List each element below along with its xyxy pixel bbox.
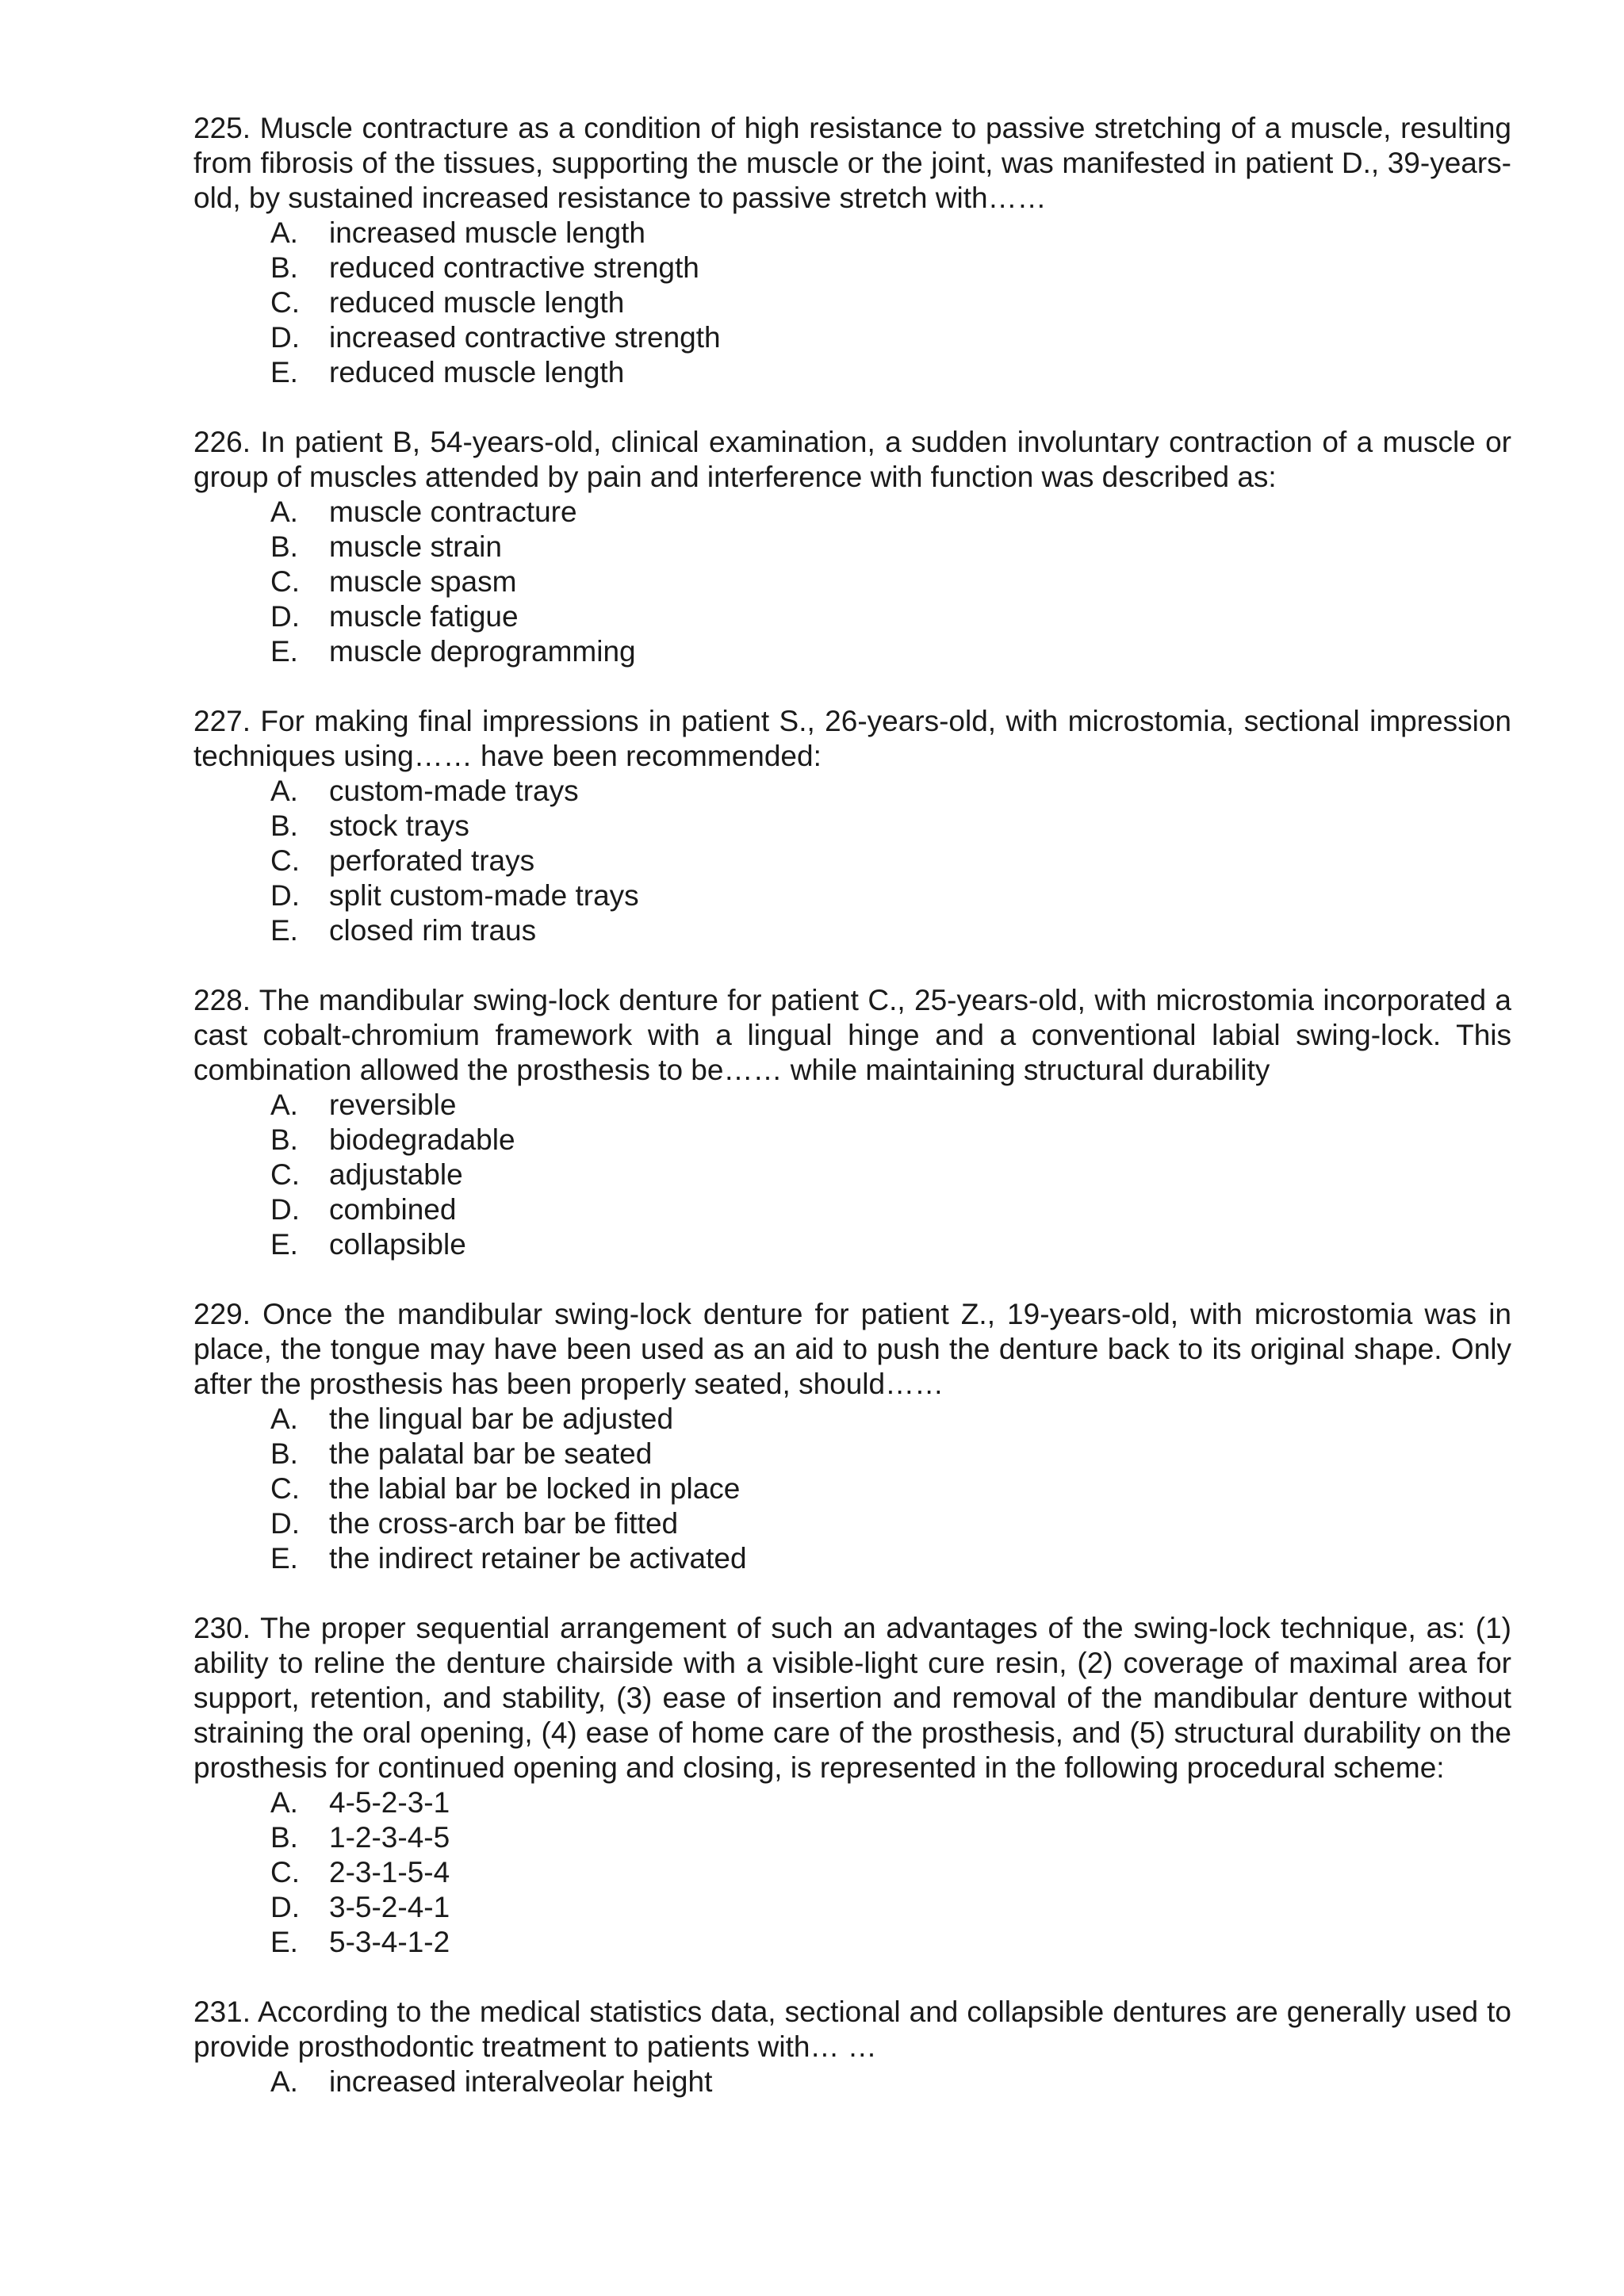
- option-text: reduced muscle length: [329, 356, 625, 388]
- answer-option-c: [270, 844, 1511, 878]
- option-letter: E.: [270, 1542, 298, 1575]
- question-228: [193, 983, 1511, 1262]
- answer-option-b: [270, 1820, 1511, 1855]
- option-letter: E.: [270, 635, 298, 668]
- option-text: 4-5-2-3-1: [329, 1786, 450, 1819]
- option-letter: D.: [270, 321, 300, 354]
- option-text: 2-3-1-5-4: [329, 1856, 450, 1888]
- option-letter: C.: [270, 1472, 300, 1505]
- answer-option-a: [270, 495, 1511, 530]
- option-letter: B.: [270, 1437, 298, 1470]
- option-text: the labial bar be locked in place: [329, 1472, 741, 1505]
- option-text: reduced contractive strength: [329, 251, 699, 284]
- option-text: adjustable: [329, 1158, 463, 1191]
- answer-options: [193, 216, 1511, 390]
- option-text: muscle contracture: [329, 496, 577, 528]
- answer-option-e: [270, 355, 1511, 390]
- option-letter: E.: [270, 914, 298, 947]
- option-letter: A.: [270, 216, 298, 249]
- option-letter: A.: [270, 496, 298, 528]
- option-letter: E.: [270, 356, 298, 388]
- option-letter: B.: [270, 809, 298, 842]
- option-letter: B.: [270, 530, 298, 563]
- option-text: the lingual bar be adjusted: [329, 1402, 674, 1435]
- option-text: the cross-arch bar be fitted: [329, 1507, 679, 1540]
- answer-option-a: [270, 1088, 1511, 1123]
- answer-option-c: [270, 564, 1511, 599]
- option-text: combined: [329, 1193, 457, 1226]
- question-225: [193, 111, 1511, 390]
- answer-option-b: [270, 1437, 1511, 1471]
- option-letter: A.: [270, 1089, 298, 1121]
- option-letter: B.: [270, 251, 298, 284]
- answer-options: [193, 495, 1511, 669]
- answer-option-a: [270, 774, 1511, 809]
- question-230: [193, 1611, 1511, 1960]
- answer-option-a: [270, 2064, 1511, 2099]
- answer-options: [193, 1785, 1511, 1960]
- question-stem: 227. For making final impressions in patient S., 26-years-old, with microstomia, sectional impression techniques using…… have been recommended:: [193, 705, 1511, 772]
- option-text: the indirect retainer be activated: [329, 1542, 747, 1575]
- option-letter: B.: [270, 1821, 298, 1854]
- question-stem: 226. In patient B, 54-years-old, clinical examination, a sudden involuntary contraction of a muscle or group of muscles attended by pain and interference with function was described as:: [193, 426, 1511, 493]
- answer-option-c: [270, 1158, 1511, 1192]
- option-letter: B.: [270, 1123, 298, 1156]
- option-text: 3-5-2-4-1: [329, 1891, 450, 1923]
- option-text: muscle strain: [329, 530, 502, 563]
- answer-options: [193, 1088, 1511, 1262]
- option-text: stock trays: [329, 809, 469, 842]
- option-letter: D.: [270, 1507, 300, 1540]
- answer-options: [193, 774, 1511, 948]
- answer-option-c: [270, 285, 1511, 320]
- answer-option-e: [270, 634, 1511, 669]
- question-stem: 230. The proper sequential arrangement of such an advantages of the swing-lock technique, as: (1) ability to reline the denture chairside with a visible-light cure resin, (2) coverage of maximal area for support, retention, and stability, (3) ease of insertion and removal of the mandibular denture without straining the oral opening, (4) ease of home care of the prosthesis, and (5) structural durability on the prosthesis for continued opening and closing, is represented in the following procedural scheme:: [193, 1612, 1511, 1784]
- answer-option-b: [270, 809, 1511, 844]
- answer-option-c: [270, 1855, 1511, 1890]
- answer-option-d: [270, 1506, 1511, 1541]
- question-229: [193, 1297, 1511, 1576]
- option-letter: C.: [270, 565, 300, 598]
- option-text: collapsible: [329, 1228, 466, 1261]
- option-text: reduced muscle length: [329, 286, 625, 319]
- option-text: increased contractive strength: [329, 321, 721, 354]
- option-letter: E.: [270, 1228, 298, 1261]
- option-letter: C.: [270, 286, 300, 319]
- option-text: increased interalveolar height: [329, 2065, 713, 2098]
- answer-option-d: [270, 878, 1511, 913]
- answer-option-a: [270, 1785, 1511, 1820]
- answer-option-c: [270, 1471, 1511, 1506]
- answer-option-d: [270, 320, 1511, 355]
- answer-option-a: [270, 1402, 1511, 1437]
- answer-option-d: [270, 1192, 1511, 1227]
- document-page: [193, 111, 1511, 2134]
- option-letter: A.: [270, 775, 298, 807]
- answer-option-b: [270, 1123, 1511, 1158]
- option-text: reversible: [329, 1089, 457, 1121]
- question-stem: 231. According to the medical statistics data, sectional and collapsible dentures are generally used to provide prosthodontic treatment to patients with… …: [193, 1996, 1511, 2063]
- option-text: 5-3-4-1-2: [329, 1926, 450, 1958]
- option-letter: A.: [270, 1786, 298, 1819]
- question-231: [193, 1995, 1511, 2099]
- question-226: [193, 425, 1511, 669]
- option-letter: D.: [270, 879, 300, 912]
- option-text: muscle fatigue: [329, 600, 519, 633]
- question-stem: 225. Muscle contracture as a condition of high resistance to passive stretching of a muscle, resulting from fibrosis of the tissues, supporting the muscle or the joint, was manifested in patient D., 39-years-old, by sustained increased resistance to passive stretch with……: [193, 112, 1511, 214]
- option-text: closed rim traus: [329, 914, 537, 947]
- answer-option-b: [270, 530, 1511, 564]
- answer-option-d: [270, 599, 1511, 634]
- option-text: custom-made trays: [329, 775, 579, 807]
- question-stem: 229. Once the mandibular swing-lock denture for patient Z., 19-years-old, with microstomia was in place, the tongue may have been used as an aid to push the denture back to its original shape. Only after the prosthesis has been properly seated, should……: [193, 1298, 1511, 1400]
- option-letter: A.: [270, 2065, 298, 2098]
- answer-option-e: [270, 1541, 1511, 1576]
- answer-option-e: [270, 1227, 1511, 1262]
- option-text: muscle deprogramming: [329, 635, 636, 668]
- option-letter: A.: [270, 1402, 298, 1435]
- option-letter: C.: [270, 844, 300, 877]
- option-letter: C.: [270, 1158, 300, 1191]
- option-text: 1-2-3-4-5: [329, 1821, 450, 1854]
- option-letter: E.: [270, 1926, 298, 1958]
- answer-option-b: [270, 251, 1511, 285]
- answer-option-d: [270, 1890, 1511, 1925]
- option-text: increased muscle length: [329, 216, 645, 249]
- option-letter: D.: [270, 1193, 300, 1226]
- question-227: [193, 704, 1511, 948]
- option-letter: C.: [270, 1856, 300, 1888]
- question-stem: 228. The mandibular swing-lock denture for patient C., 25-years-old, with microstomia incorporated a cast cobalt-chromium framework with a lingual hinge and a conventional labial swing-lock. This combination allowed the prosthesis to be…… while maintaining structural durability: [193, 984, 1511, 1086]
- option-text: the palatal bar be seated: [329, 1437, 653, 1470]
- answer-option-e: [270, 913, 1511, 948]
- answer-option-a: [270, 216, 1511, 251]
- answer-options: [193, 2064, 1511, 2099]
- option-text: muscle spasm: [329, 565, 517, 598]
- answer-options: [193, 1402, 1511, 1576]
- option-text: perforated trays: [329, 844, 535, 877]
- option-letter: D.: [270, 600, 300, 633]
- answer-option-e: [270, 1925, 1511, 1960]
- option-letter: D.: [270, 1891, 300, 1923]
- option-text: split custom-made trays: [329, 879, 639, 912]
- option-text: biodegradable: [329, 1123, 515, 1156]
